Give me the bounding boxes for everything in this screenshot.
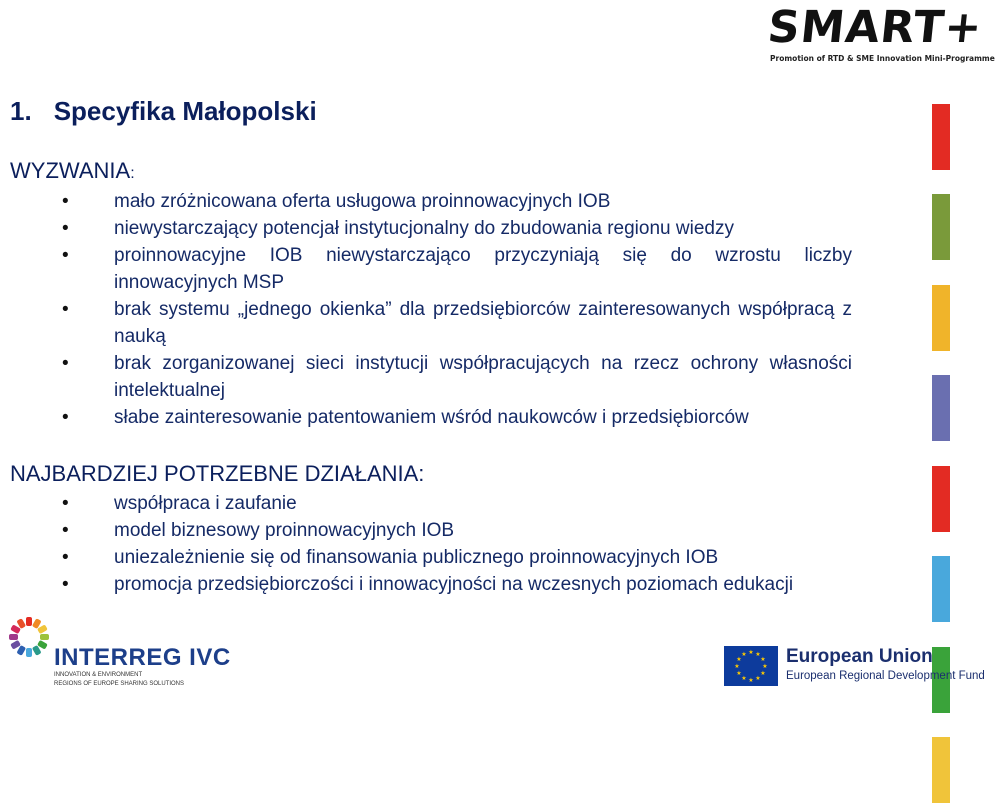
slide-title [10,96,317,127]
svg-text:★: ★ [748,677,754,684]
list-item: • brak zorganizowanej sieci instytucji współpracujących na rzecz ochrony własności intelektualnej [62,350,852,404]
smart-plus-logo [765,2,995,68]
list-item: • niewystarczający potencjał instytucjonalny do zbudowania regionu wiedzy [62,215,852,242]
svg-text:★: ★ [760,656,766,663]
interreg-name: INTERREG IVC [54,644,231,671]
eu-flag-icon [724,646,778,686]
svg-text:★: ★ [741,675,747,682]
side-bar-5 [932,466,950,532]
side-bar-2 [932,194,950,260]
svg-text:★: ★ [734,663,740,670]
svg-text:★: ★ [762,663,768,670]
challenges-heading-text: WYZWANIA [10,158,131,183]
interreg-star-circle-icon [6,614,52,660]
side-bar-8 [932,737,950,803]
svg-text:★: ★ [748,649,754,656]
actions-heading: NAJBARDZIEJ POTRZEBNE DZIAŁANIA: [10,461,425,486]
list-item: • brak systemu „jednego okienka” dla przedsiębiorców zainteresowanych współpracą z nauką [62,296,852,350]
list-item: • mało zróżnicowana oferta usługowa proinnowacyjnych IOB [62,188,852,215]
list-item: • współpraca i zaufanie [62,490,852,517]
interreg-tagline-1: INNOVATION & ENVIRONMENT [54,672,143,678]
svg-text:★: ★ [736,656,742,663]
challenges-list [62,188,852,431]
side-bar-4 [932,375,950,441]
side-bar-3 [932,285,950,351]
svg-text:★: ★ [741,651,747,658]
slide-title-text: Specyfika Małopolski [53,96,317,126]
side-bar-6 [932,556,950,622]
challenges-heading [10,158,135,184]
interreg-ivc-logo [6,608,236,692]
svg-text:★: ★ [755,675,761,682]
list-item: • proinnowacyjne IOB niewystarczająco przyczyniają się do wzrostu liczby innowacyjnych MSP [62,242,852,296]
list-item: • słabe zainteresowanie patentowaniem wśród naukowców i przedsiębiorców [62,404,852,431]
side-color-bars [932,104,950,618]
interreg-tagline-2: REGIONS OF EUROPE SHARING SOLUTIONS [54,681,185,687]
challenges-heading-colon: : [130,165,135,182]
svg-text:★: ★ [736,670,742,677]
list-item: • uniezależnienie się od finansowania publicznego proinnowacyjnych IOB [62,544,852,571]
side-bar-1 [932,104,950,170]
european-union-logo [724,644,985,690]
eu-title: European Union [786,646,933,667]
list-item: • promocja przedsiębiorczości i innowacyjności na wczesnych poziomach edukacji [62,571,852,598]
actions-list [62,490,852,598]
smart-logo-subtitle: Promotion of RTD & SME Innovation Mini-Programme [770,54,995,63]
slide-number: 1. [10,96,32,126]
smart-logo-text: SMART+ [765,2,986,53]
svg-text:★: ★ [760,670,766,677]
list-item: • model biznesowy proinnowacyjnych IOB [62,517,852,544]
eu-subtitle: European Regional Development Fund [786,670,985,682]
svg-text:★: ★ [755,651,761,658]
